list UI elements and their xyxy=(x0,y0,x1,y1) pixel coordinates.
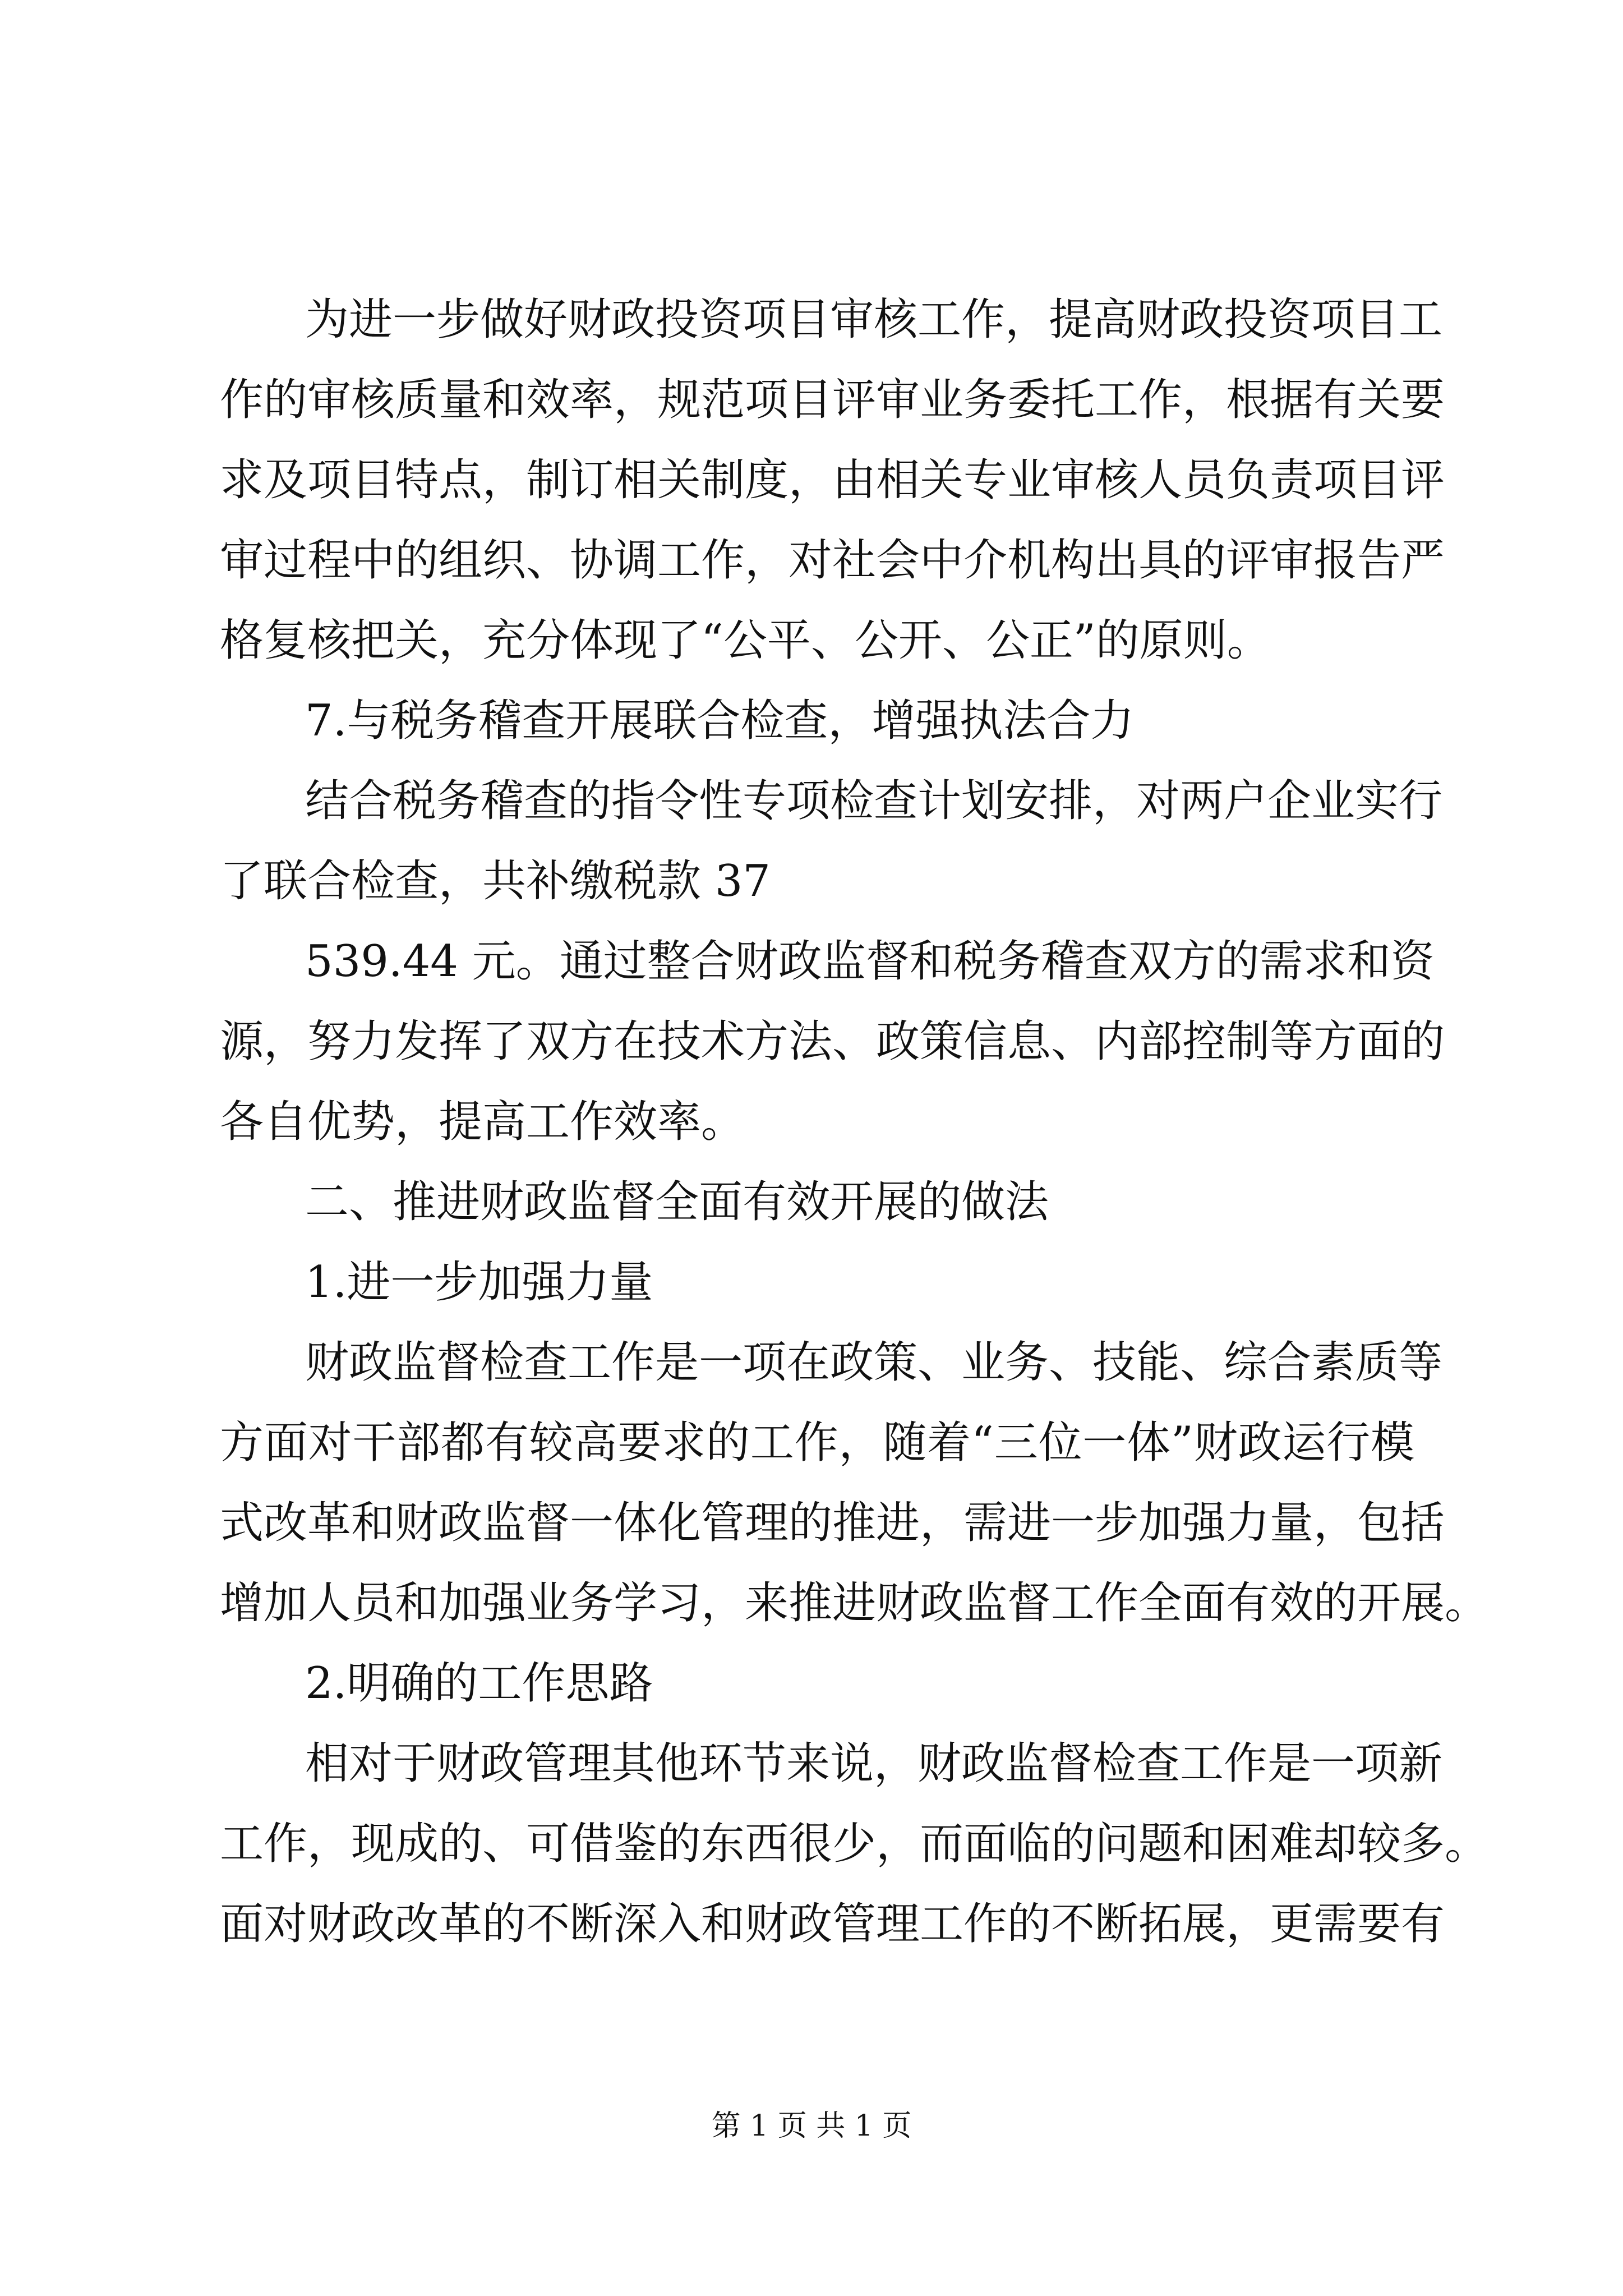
paragraph-line: 相对于财政管理其他环节来说，财政监督检查工作是一项新 xyxy=(305,1738,1443,1789)
paragraph-line: 增加人员和加强业务学习，来推进财政监督工作全面有效的开展。 xyxy=(220,1578,1489,1628)
subsection-heading: 1.进一步加强力量 xyxy=(305,1257,653,1308)
paragraph-line: 方面对干部都有较高要求的工作，随着“三位一体”财政运行模 xyxy=(220,1418,1414,1468)
paragraph-line: 539.44 元。通过整合财政监督和税务稽查双方的需求和资 xyxy=(305,936,1435,987)
paragraph-line: 面对财政改革的不断深入和财政管理工作的不断拓展，更需要有 xyxy=(220,1899,1445,1949)
paragraph-line: 格复核把关，充分体现了“公平、公开、公正”的原则。 xyxy=(220,615,1271,666)
section-heading: 二、推进财政监督全面有效开展的做法 xyxy=(305,1177,1049,1227)
section-heading: 7.与税务稽查开展联合检查，增强执法合力 xyxy=(305,696,1135,746)
paragraph-line: 财政监督检查工作是一项在政策、业务、技能、综合素质等 xyxy=(305,1337,1443,1388)
paragraph-line: 作的审核质量和效率，规范项目评审业务委托工作，根据有关要 xyxy=(220,375,1445,425)
paragraph-line: 各自优势，提高工作效率。 xyxy=(220,1097,745,1147)
paragraph-line: 结合税务稽查的指令性专项检查计划安排，对两户企业实行 xyxy=(305,776,1443,826)
paragraph-line: 式改革和财政监督一体化管理的推进，需进一步加强力量，包括 xyxy=(220,1498,1445,1548)
page-footer: 第 1 页 共 1 页 xyxy=(711,2109,912,2143)
paragraph-line: 了联合检查，共补缴税款 37 xyxy=(220,856,771,907)
subsection-heading: 2.明确的工作思路 xyxy=(305,1658,653,1709)
paragraph-line: 工作，现成的、可借鉴的东西很少，而面临的问题和困难却较多。 xyxy=(220,1819,1489,1869)
paragraph-line: 求及项目特点，制订相关制度，由相关专业审核人员负责项目评 xyxy=(220,455,1445,505)
paragraph-line: 为进一步做好财政投资项目审核工作，提高财政投资项目工 xyxy=(305,295,1443,345)
paragraph-line: 源，努力发挥了双方在技术方法、政策信息、内部控制等方面的 xyxy=(220,1016,1445,1067)
paragraph-line: 审过程中的组织、协调工作，对社会中介机构出具的评审报告严 xyxy=(220,535,1445,586)
